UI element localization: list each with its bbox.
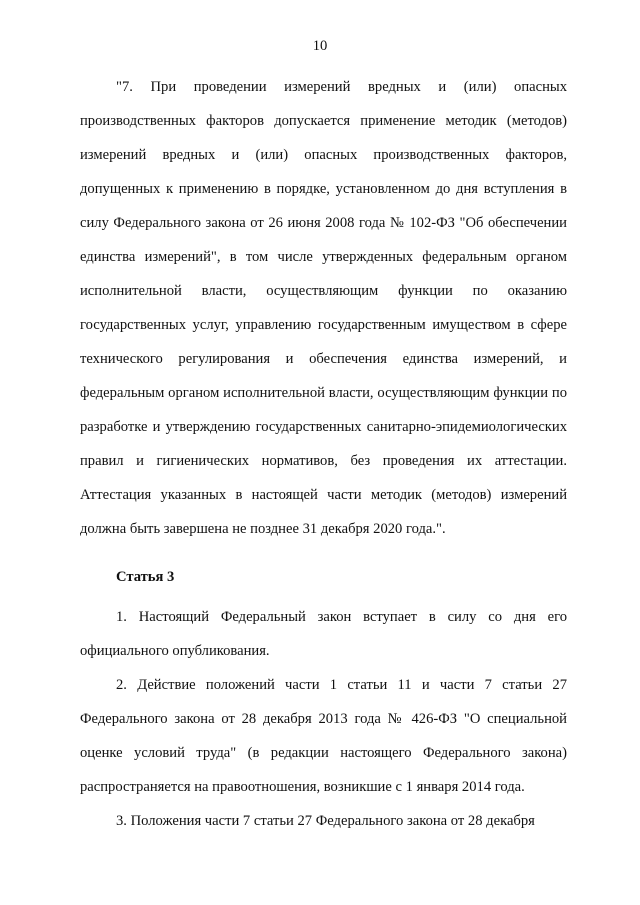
document-body	[80, 70, 567, 838]
paragraph-article-3-item-2: 2. Действие положений части 1 статьи 11 и части 7 статьи 27 Федерального закона от 28 декабря 2013 года № 426-ФЗ "О специальной оценке условий труда" (в редакции настоящего Федерального закона) распространяется на правоотношения, возникшие с 1 января 2014 года.	[80, 677, 567, 795]
article-heading: Статья 3	[116, 569, 175, 585]
paragraph-article-2-part-7: "7. При проведении измерений вредных и (или) опасных производственных факторов допускается применение методик (методов) измерений вредных и (или) опасных производственных факторов, допущенных к применению в порядке, установленном до дня вступления в силу Федерального закона от 26 июня 2008 года № 102-ФЗ "Об обеспечении единства измерений", в том числе утвержденных федеральным органом исполнительной власти, осуществляющим функции по оказанию государственных услуг, управлению государственным имуществом в сфере технического регулирования и обеспечения единства измерений, и федеральным органом исполнительной власти, осуществляющим функции по разработке и утверждению государственных санитарно-эпидемиологических правил и гигиенических нормативов, без проведения их аттестации. Аттестация указанных в настоящей части методик (методов) измерений должна быть завершена не позднее 31 декабря 2020 года.".	[80, 79, 567, 537]
page-number: 10	[312, 38, 328, 54]
paragraph-article-3-item-1: 1. Настоящий Федеральный закон вступает в силу со дня его официального опубликования.	[80, 609, 567, 659]
paragraph-article-3-item-3: 3. Положения части 7 статьи 27 Федерального закона от 28 декабря	[116, 813, 535, 829]
